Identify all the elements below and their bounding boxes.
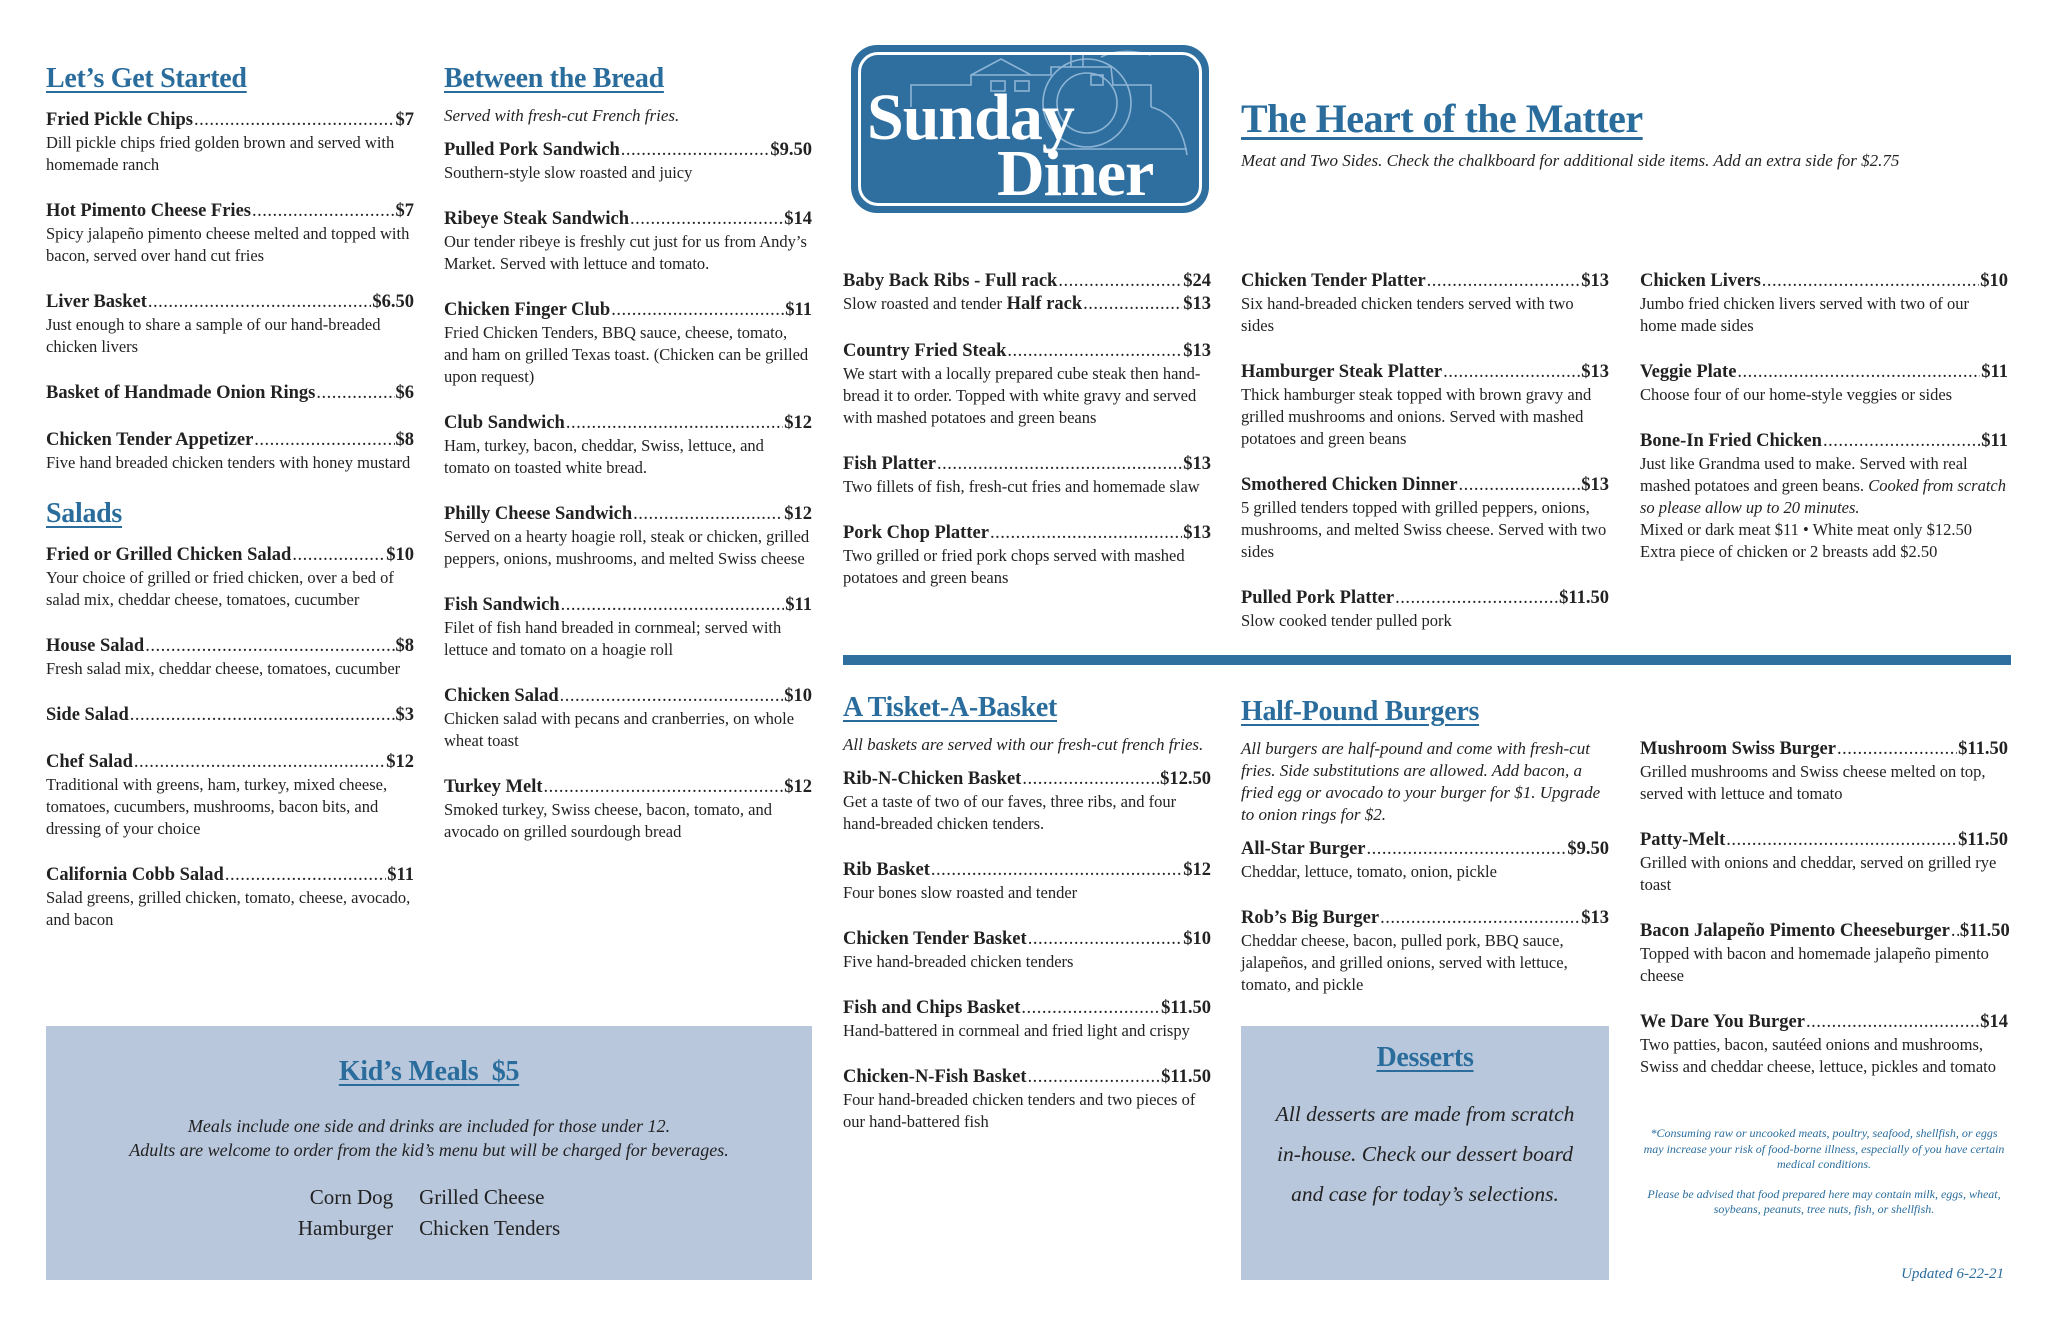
item-price: $8 — [395, 430, 414, 450]
item-price: $11 — [785, 300, 812, 320]
logo-line-sunday: Sunday — [867, 81, 1074, 154]
menu-item-fish-sandwich — [444, 594, 812, 661]
column-between-the-bread — [444, 63, 812, 867]
menu-item-we-dare-you-burger — [1640, 1011, 2008, 1078]
kids-items — [46, 1184, 812, 1242]
disclaimer — [1640, 1126, 2008, 1218]
item-price: $7 — [395, 201, 414, 221]
desserts-info: All desserts are made from scratch in-house. Check our dessert board and case for today’s selections. — [1275, 1102, 1575, 1206]
item-price: $11 — [1981, 431, 2008, 451]
section-title-between-the-bread: Between the Bread — [444, 63, 664, 94]
menu-item-hot-pimento-cheese-fries — [46, 200, 414, 267]
item-name: Fish Sandwich — [444, 595, 560, 615]
menu-item-club-sandwich — [444, 412, 812, 479]
item-price: $13 — [1183, 523, 1211, 543]
menu-item-chicken-n-fish-basket — [843, 1066, 1211, 1133]
item-name: Rib-N-Chicken Basket — [843, 769, 1022, 789]
menu-item-turkey-melt — [444, 776, 812, 843]
bone-in-note-2: Extra piece of chicken or 2 breasts add $2.50 — [1640, 542, 1938, 561]
item-desc: Filet of fish hand breaded in cornmeal; served with lettuce and tomato on a hoagie roll — [444, 618, 782, 659]
menu-item-chicken-tender-basket — [843, 928, 1211, 973]
section-title-desserts: Desserts — [1376, 1042, 1474, 1073]
starters-list — [46, 109, 414, 474]
item-desc: Cheddar, lettuce, tomato, onion, pickle — [1241, 862, 1497, 881]
item-desc: Get a taste of two of our faves, three ribs, and four hand-breaded chicken tenders. — [843, 792, 1177, 833]
item-name: Patty-Melt — [1640, 830, 1726, 850]
item-price: $24 — [1183, 271, 1211, 291]
item-price: $12.50 — [1160, 769, 1211, 789]
item-desc: Five hand breaded chicken tenders with honey mustard — [46, 453, 411, 472]
item-desc-italic: Cooked from scratch so please allow up to 20 minutes. — [1640, 476, 2006, 517]
item-name: Fried Pickle Chips — [46, 110, 193, 130]
column-burgers-2 — [1640, 738, 2008, 1102]
heart-col1-list — [843, 340, 1211, 589]
item-desc: Jumbo fried chicken livers served with two of our home made sides — [1640, 294, 1970, 335]
item-price: $7 — [395, 110, 414, 130]
item-name: Pulled Pork Sandwich — [444, 140, 620, 160]
item-price: $11 — [387, 865, 414, 885]
item-price: $11.50 — [1559, 588, 1609, 608]
item-desc: Traditional with greens, ham, turkey, mixed cheese, tomatoes, cucumbers, mushrooms, bacon bits, and dressing of your choice — [46, 775, 388, 838]
item-name: Fish Platter — [843, 454, 936, 474]
item-price: $11 — [1981, 362, 2008, 382]
item-desc: Two grilled or fried pork chops served with mashed potatoes and green beans — [843, 546, 1185, 587]
item-price: $13 — [1183, 454, 1211, 474]
menu-item-fried-pickle-chips — [46, 109, 414, 176]
heart-col3-list — [1640, 270, 2008, 406]
item-name: All-Star Burger — [1241, 839, 1366, 859]
menu-item-rib-n-chicken-basket — [843, 768, 1211, 835]
item-name: Club Sandwich — [444, 413, 565, 433]
menu-item-basket-of-handmade-onion-rings — [46, 382, 414, 405]
item-name: Country Fried Steak — [843, 341, 1007, 361]
item-price: $14 — [1980, 1012, 2008, 1032]
menu-item-mushroom-swiss-burger — [1640, 738, 2008, 805]
item-price: $12 — [784, 777, 812, 797]
heart-col2-list — [1241, 270, 1609, 632]
item-name: Fish and Chips Basket — [843, 998, 1021, 1018]
menu-item-pulled-pork-platter — [1241, 587, 1609, 632]
menu-item-chicken-finger-club — [444, 299, 812, 388]
item-name: House Salad — [46, 636, 145, 656]
basket-list — [843, 768, 1211, 1133]
item-name: We Dare You Burger — [1640, 1012, 1805, 1032]
item-desc: Spicy jalapeño pimento cheese melted and topped with bacon, served over hand cut fries — [46, 224, 410, 265]
item-desc: Southern-style slow roasted and juicy — [444, 163, 693, 182]
menu-item-philly-cheese-sandwich — [444, 503, 812, 570]
item-name: Hot Pimento Cheese Fries — [46, 201, 251, 221]
updated-date: Updated 6-22-21 — [1901, 1266, 2004, 1282]
section-title-half-pound-burgers: Half-Pound Burgers — [1241, 696, 1480, 727]
menu-item-bone-in-fried-chicken — [1640, 430, 2008, 563]
disclaimer-allergens: Please be advised that food prepared here may contain milk, eggs, wheat, soybeans, peanuts, tree nuts, fish, or shellfish. — [1647, 1186, 2001, 1216]
item-price: $10 — [386, 545, 414, 565]
menu-item-patty-melt — [1640, 829, 2008, 896]
menu-item-side-salad — [46, 704, 414, 727]
item-price: $11.50 — [1161, 1067, 1211, 1087]
item-price: $10 — [1183, 929, 1211, 949]
salads-list — [46, 544, 414, 931]
kids-info-1: Meals include one side and drinks are included for those under 12. — [187, 1116, 671, 1136]
column-tisket-a-basket — [843, 692, 1211, 1157]
item-desc: Fried Chicken Tenders, BBQ sauce, cheese, tomato, and ham on grilled Texas toast. (Chicken can be grilled upon request) — [444, 323, 809, 386]
item-price: $10 — [1980, 271, 2008, 291]
item-name: Side Salad — [46, 705, 129, 725]
item-name: Pulled Pork Platter — [1241, 588, 1395, 608]
half-rack-price: $13 — [1183, 294, 1211, 314]
item-desc: Two patties, bacon, sautéed onions and mushrooms, Swiss and cheddar cheese, lettuce, pickles and tomato — [1640, 1035, 1997, 1076]
item-price: $13 — [1581, 908, 1609, 928]
item-name: Pork Chop Platter — [843, 523, 989, 543]
item-desc: Slow roasted and tender — [843, 294, 1002, 313]
item-name: Veggie Plate — [1640, 362, 1737, 382]
item-name: Bone-In Fried Chicken — [1640, 431, 1822, 451]
item-price: $11.50 — [1958, 739, 2008, 759]
item-price: $13 — [1581, 362, 1609, 382]
menu-item-rob-s-big-burger — [1241, 907, 1609, 996]
desserts-box — [1241, 1026, 1609, 1280]
menu-item-rib-basket — [843, 859, 1211, 904]
section-title-lets-get-started: Let’s Get Started — [46, 63, 247, 94]
kids-info-2: Adults are welcome to order from the kid’s menu but will be charged for beverages. — [129, 1140, 729, 1160]
item-price: $13 — [1183, 341, 1211, 361]
item-name: Hamburger Steak Platter — [1241, 362, 1443, 382]
item-price: $12 — [784, 504, 812, 524]
item-price: $10 — [784, 686, 812, 706]
menu-item-country-fried-steak — [843, 340, 1211, 429]
menu-item-chicken-tender-appetizer — [46, 429, 414, 474]
menu-item-fish-platter — [843, 453, 1211, 498]
heart-column-2 — [1241, 270, 1609, 656]
item-name: Rob’s Big Burger — [1241, 908, 1380, 928]
item-name: Chicken-N-Fish Basket — [843, 1067, 1027, 1087]
item-price: $13 — [1581, 475, 1609, 495]
bone-in-note-1: Mixed or dark meat $11 • White meat only $12.50 — [1640, 520, 1973, 539]
tisket-intro: All baskets are served with our fresh-cut french fries. — [843, 735, 1204, 754]
menu-item-house-salad — [46, 635, 414, 680]
item-name: Chicken Tender Platter — [1241, 271, 1426, 291]
item-desc: Your choice of grilled or fried chicken, over a bed of salad mix, cheddar cheese, tomatoes, cucumber — [46, 568, 394, 609]
item-price: $12 — [784, 413, 812, 433]
item-name: Chicken Tender Basket — [843, 929, 1027, 949]
item-name: Fried or Grilled Chicken Salad — [46, 545, 292, 565]
item-price: $3 — [395, 705, 414, 725]
kids-meals-box — [46, 1026, 812, 1280]
item-name: Chicken Tender Appetizer — [46, 430, 254, 450]
item-price: $9.50 — [1567, 839, 1609, 859]
item-desc: Just enough to share a sample of our hand-breaded chicken livers — [46, 315, 381, 356]
menu-item-pork-chop-platter — [843, 522, 1211, 589]
item-price: $6 — [395, 383, 414, 403]
item-desc: Grilled mushrooms and Swiss cheese melted on top, served with lettuce and tomato — [1640, 762, 1986, 803]
item-price: $8 — [395, 636, 414, 656]
sandwich-list — [444, 139, 812, 843]
item-desc: Thick hamburger steak topped with brown gravy and grilled mushrooms and onions. Served with mashed potatoes and green beans — [1241, 385, 1592, 448]
menu-item-veggie-plate — [1640, 361, 2008, 406]
item-name: Chicken Salad — [444, 686, 559, 706]
item-price: $9.50 — [770, 140, 812, 160]
menu-item-chicken-tender-platter — [1241, 270, 1609, 337]
item-name: Basket of Handmade Onion Rings — [46, 383, 316, 403]
item-name: Chicken Finger Club — [444, 300, 611, 320]
item-name: Chicken Livers — [1640, 271, 1761, 291]
menu-item-bacon-jalape-o-pimento-cheeseburger — [1640, 920, 2008, 987]
item-price: $11.50 — [1161, 998, 1211, 1018]
item-desc: Grilled with onions and cheddar, served on grilled rye toast — [1640, 853, 1997, 894]
heart-column-3 — [1640, 270, 2008, 587]
section-divider — [843, 655, 2011, 665]
section-title-salads: Salads — [46, 498, 123, 529]
menu-item-baby-back-ribs — [843, 270, 1211, 316]
item-desc: Dill pickle chips fried golden brown and served with homemade ranch — [46, 133, 395, 174]
item-desc: Fresh salad mix, cheddar cheese, tomatoes, cucumber — [46, 659, 401, 678]
item-desc: Two fillets of fish, fresh-cut fries and homemade slaw — [843, 477, 1200, 496]
menu-item-all-star-burger — [1241, 838, 1609, 883]
sunday-diner-logo — [851, 45, 1209, 213]
menu-item-smothered-chicken-dinner — [1241, 474, 1609, 563]
item-price: $14 — [784, 209, 812, 229]
item-name: California Cobb Salad — [46, 865, 224, 885]
item-price: $13 — [1581, 271, 1609, 291]
item-desc: Served on a hearty hoagie roll, steak or chicken, grilled peppers, onions, mushrooms, and melted Swiss cheese — [444, 527, 810, 568]
item-name: Turkey Melt — [444, 777, 543, 797]
item-name: Bacon Jalapeño Pimento Cheeseburger — [1640, 921, 1950, 941]
menu-item-california-cobb-salad — [46, 864, 414, 931]
burgers-intro: All burgers are half-pound and come with fresh-cut fries. Side substitutions are allowed. Add bacon, a fried egg or avocado to your burger for $1. Upgrade to onion rings for $2. — [1241, 739, 1601, 824]
menu-item-chicken-livers — [1640, 270, 2008, 337]
item-desc: Salad greens, grilled chicken, tomato, cheese, avocado, and bacon — [46, 888, 411, 929]
menu-item-fried-or-grilled-chicken-salad — [46, 544, 414, 611]
menu-item-liver-basket — [46, 291, 414, 358]
kids-item: Hamburger — [297, 1216, 394, 1240]
burger-list-2 — [1640, 738, 2008, 1078]
item-price: $6.50 — [372, 292, 414, 312]
item-price: $12 — [386, 752, 414, 772]
item-name: Philly Cheese Sandwich — [444, 504, 633, 524]
item-desc: Smoked turkey, Swiss cheese, bacon, tomato, and avocado on grilled sourdough bread — [444, 800, 772, 841]
item-desc: Cheddar cheese, bacon, pulled pork, BBQ sauce, jalapeños, and grilled onions, served with lettuce, tomato, and pickle — [1241, 931, 1568, 994]
between-the-bread-intro: Served with fresh-cut French fries. — [444, 106, 680, 125]
item-desc: Ham, turkey, bacon, cheddar, Swiss, lettuce, and tomato on toasted white bread. — [444, 436, 764, 477]
item-price: $11.50 — [1959, 921, 2010, 941]
item-name: Rib Basket — [843, 860, 930, 880]
menu-item-fish-and-chips-basket — [843, 997, 1211, 1042]
item-desc: Slow cooked tender pulled pork — [1241, 611, 1452, 630]
item-desc: Chicken salad with pecans and cranberries, on whole wheat toast — [444, 709, 795, 750]
item-desc: Topped with bacon and homemade jalapeño pimento cheese — [1640, 944, 1989, 985]
item-name: Chef Salad — [46, 752, 133, 772]
kids-item: Corn Dog — [309, 1185, 394, 1209]
item-desc: Our tender ribeye is freshly cut just for us from Andy’s Market. Served with lettuce and tomato. — [444, 232, 807, 273]
item-price: $11 — [785, 595, 812, 615]
burger-list-1 — [1241, 838, 1609, 996]
menu-item-chef-salad — [46, 751, 414, 840]
half-rack-label: Half rack — [1006, 294, 1083, 314]
column-starters-salads — [46, 63, 414, 955]
item-desc: Five hand-breaded chicken tenders — [843, 952, 1074, 971]
section-title-heart-of-the-matter: The Heart of the Matter — [1241, 96, 1643, 141]
item-name: Mushroom Swiss Burger — [1640, 739, 1836, 759]
item-desc: Four bones slow roasted and tender — [843, 883, 1078, 902]
item-desc: 5 grilled tenders topped with grilled peppers, onions, mushrooms, and melted Swiss cheese. Served with two sides — [1241, 498, 1607, 561]
kids-item: Grilled Cheese — [419, 1185, 545, 1209]
item-desc: Just like Grandma used to make. Served with real mashed potatoes and green beans. Cooked from scratch so please allow up to 20 minutes. — [1640, 454, 2006, 517]
item-name: Smothered Chicken Dinner — [1241, 475, 1458, 495]
section-title-tisket-a-basket: A Tisket-A-Basket — [843, 692, 1058, 723]
menu-item-hamburger-steak-platter — [1241, 361, 1609, 450]
heart-column-1 — [843, 270, 1211, 613]
item-name: Liver Basket — [46, 292, 147, 312]
item-name: Ribeye Steak Sandwich — [444, 209, 630, 229]
menu-item-ribeye-steak-sandwich — [444, 208, 812, 275]
section-title-kids-meals: Kid’s Meals $5 — [338, 1056, 520, 1087]
logo-line-diner: Diner — [997, 137, 1154, 210]
item-desc: Six hand-breaded chicken tenders served with two sides — [1241, 294, 1574, 335]
column-half-pound-burgers — [1241, 696, 1609, 1020]
item-price: $12 — [1183, 860, 1211, 880]
item-desc: Choose four of our home-style veggies or sides — [1640, 385, 1953, 404]
menu-item-pulled-pork-sandwich — [444, 139, 812, 184]
heart-intro: Meat and Two Sides. Check the chalkboard for additional side items. Add an extra side for $2.75 — [1241, 151, 1900, 170]
disclaimer-raw-food: *Consuming raw or uncooked meats, poultry, seafood, shellfish, or eggs may increase your risk of food-borne illness, especially of you have certain medical conditions. — [1643, 1126, 2005, 1171]
item-name: Baby Back Ribs - Full rack — [843, 271, 1058, 291]
item-desc: Four hand-breaded chicken tenders and two pieces of our hand-battered fish — [843, 1090, 1196, 1131]
kids-item: Chicken Tenders — [419, 1216, 561, 1240]
heart-header — [1241, 95, 2021, 184]
item-price: $11.50 — [1958, 830, 2008, 850]
menu-item-chicken-salad — [444, 685, 812, 752]
item-desc: We start with a locally prepared cube steak then hand-bread it to order. Topped with white gravy and served with mashed potatoes and green beans — [843, 364, 1201, 427]
item-desc: Hand-battered in cornmeal and fried light and crispy — [843, 1021, 1190, 1040]
